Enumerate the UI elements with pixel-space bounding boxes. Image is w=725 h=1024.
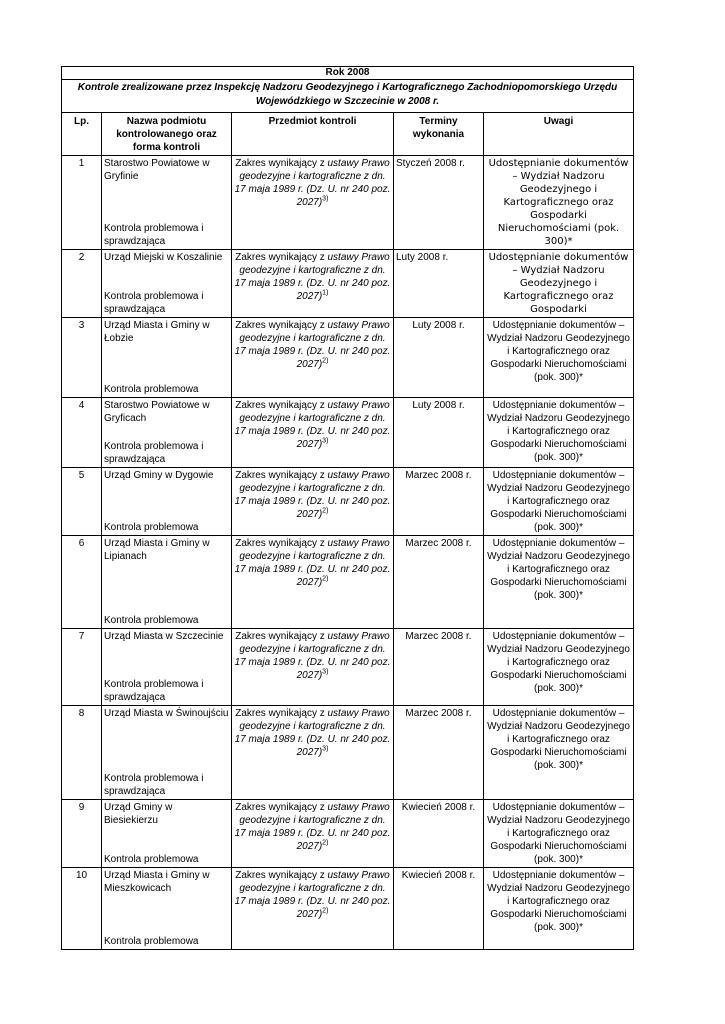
footnote-ref: 3): [322, 437, 329, 445]
control-type: Kontrola problemowa i sprawdzająca: [104, 679, 204, 703]
row-entity: [102, 800, 232, 868]
row-note: Udostępnianie dokumentów – Wydział Nadzoru Geodezyjnego i Kartograficznego oraz Gospodarki Nieruchomościami (pok. 300)*: [484, 629, 634, 706]
row-note: Udostępnianie dokumentów – Wydział Nadzoru Geodezyjnego i Kartograficznego oraz Gospodarki Nieruchomościami (pok. 300)*: [484, 706, 634, 800]
table-row: [62, 398, 634, 468]
footnote-ref: 2): [322, 507, 329, 515]
control-type: Kontrola problemowa i sprawdzająca: [104, 441, 204, 465]
subject-law: ustawy Prawo geodezyjne i kartograficzne z dn. 17 maja 1989 r. (Dz. U. nr 240 poz. 2027): [234, 158, 391, 208]
row-subject: [232, 706, 394, 800]
row-entity: [102, 629, 232, 706]
subject-prefix: Zakres wynikający z: [235, 252, 328, 263]
row-entity: [102, 868, 232, 950]
row-lp: 8: [62, 706, 102, 800]
table-row: [62, 706, 634, 800]
entity-name: Urząd Miasta i Gminy w Lipianach: [104, 538, 210, 562]
row-term: Kwiecień 2008 r.: [394, 868, 484, 950]
footnote-ref: 3): [322, 195, 329, 203]
footnote-ref: 2): [322, 839, 329, 847]
entity-name: Urząd Miasta i Gminy w Mieszkowicach: [104, 870, 210, 894]
row-entity: [102, 318, 232, 398]
table-row: [62, 318, 634, 398]
control-type: Kontrola problemowa i sprawdzająca: [104, 223, 204, 247]
row-term: Kwiecień 2008 r.: [394, 800, 484, 868]
year-heading: Rok 2008: [62, 67, 634, 80]
row-term: Luty 2008 r.: [394, 250, 484, 318]
row-note: Udostępnianie dokumentów – Wydział Nadzoru Geodezyjnego i Kartograficznego oraz Gospodarki: [484, 250, 634, 318]
row-note: Udostępnianie dokumentów – Wydział Nadzoru Geodezyjnego i Kartograficznego oraz Gospodarki Nieruchomościami (pok. 300)*: [484, 468, 634, 536]
control-type: Kontrola problemowa: [104, 384, 199, 395]
row-lp: 3: [62, 318, 102, 398]
table-row: [62, 629, 634, 706]
row-subject: [232, 318, 394, 398]
subject-prefix: Zakres wynikający z: [235, 470, 328, 481]
footnote-ref: 3): [322, 668, 329, 676]
subject-prefix: Zakres wynikający z: [235, 538, 328, 549]
col-terms: Terminy wykonania: [394, 113, 484, 156]
subject-law: ustawy Prawo geodezyjne i kartograficzne z dn. 17 maja 1989 r. (Dz. U. nr 240 poz. 2027): [234, 470, 391, 520]
row-entity: [102, 706, 232, 800]
footnote-ref: 2): [322, 907, 329, 915]
col-name: Nazwa podmiotu kontrolowanego oraz forma kontroli: [102, 113, 232, 156]
footnote-ref: 1): [322, 289, 329, 297]
row-subject: [232, 250, 394, 318]
row-note: Udostępnianie dokumentów – Wydział Nadzoru Geodezyjnego i Kartograficznego oraz Gospodarki Nieruchomościami (pok. 300)*: [484, 318, 634, 398]
row-subject: [232, 868, 394, 950]
row-term: Marzec 2008 r.: [394, 468, 484, 536]
entity-name: Urząd Miasta w Szczecinie: [104, 631, 224, 642]
subject-law: ustawy Prawo geodezyjne i kartograficzne z dn. 17 maja 1989 r. (Dz. U. nr 240 poz. 2027): [234, 320, 391, 370]
control-type: Kontrola problemowa i sprawdzająca: [104, 773, 204, 797]
row-note: Udostępnianie dokumentów – Wydział Nadzoru Geodezyjnego i Kartograficznego oraz Gospodarki Nieruchomościami (pok. 300)*: [484, 536, 634, 629]
row-note: Udostępnianie dokumentów – Wydział Nadzoru Geodezyjnego i Kartograficznego oraz Gospodarki Nieruchomościami (pok. 300)*: [484, 156, 634, 250]
control-type: Kontrola problemowa: [104, 936, 199, 947]
row-subject: [232, 398, 394, 468]
row-subject: [232, 468, 394, 536]
row-note: Udostępnianie dokumentów – Wydział Nadzoru Geodezyjnego i Kartograficznego oraz Gospodarki Nieruchomościami (pok. 300)*: [484, 800, 634, 868]
row-note: Udostępnianie dokumentów – Wydział Nadzoru Geodezyjnego i Kartograficznego oraz Gospodarki Nieruchomościami (pok. 300)*: [484, 398, 634, 468]
table-row: [62, 800, 634, 868]
table-row: [62, 156, 634, 250]
row-subject: [232, 156, 394, 250]
subject-law: ustawy Prawo geodezyjne i kartograficzne z dn. 17 maja 1989 r. (Dz. U. nr 240 poz. 2027): [234, 708, 391, 758]
subject-prefix: Zakres wynikający z: [235, 870, 328, 881]
subject-law: ustawy Prawo geodezyjne i kartograficzne z dn. 17 maja 1989 r. (Dz. U. nr 240 poz. 2027): [234, 538, 391, 588]
control-type: Kontrola problemowa: [104, 522, 199, 533]
footnote-ref: 3): [322, 745, 329, 753]
col-subject: Przedmiot kontroli: [232, 113, 394, 156]
row-lp: 1: [62, 156, 102, 250]
table-row: [62, 468, 634, 536]
table-body: [62, 156, 634, 950]
subject-law: ustawy Prawo geodezyjne i kartograficzne z dn. 17 maja 1989 r. (Dz. U. nr 240 poz. 2027): [234, 802, 391, 852]
row-lp: 4: [62, 398, 102, 468]
footnote-ref: 2): [322, 575, 329, 583]
subject-prefix: Zakres wynikający z: [235, 708, 328, 719]
row-lp: 2: [62, 250, 102, 318]
control-type: Kontrola problemowa i sprawdzająca: [104, 291, 204, 315]
row-term: Styczeń 2008 r.: [394, 156, 484, 250]
subject-prefix: Zakres wynikający z: [235, 631, 328, 642]
row-lp: 6: [62, 536, 102, 629]
controls-table: [61, 66, 634, 950]
document-page: [61, 66, 633, 950]
entity-name: Urząd Gminy w Biesiekierzu: [104, 802, 173, 826]
table-row: [62, 868, 634, 950]
entity-name: Starostwo Powiatowe w Gryficach: [104, 400, 210, 424]
column-headers: [62, 113, 634, 156]
subject-law: ustawy Prawo geodezyjne i kartograficzne z dn. 17 maja 1989 r. (Dz. U. nr 240 poz. 2027): [234, 870, 391, 920]
row-term: Marzec 2008 r.: [394, 706, 484, 800]
subject-law: ustawy Prawo geodezyjne i kartograficzne z dn. 17 maja 1989 r. (Dz. U. nr 240 poz. 2027): [234, 252, 391, 302]
row-entity: [102, 250, 232, 318]
table-row: [62, 536, 634, 629]
entity-name: Urząd Miejski w Koszalinie: [104, 252, 223, 263]
subject-prefix: Zakres wynikający z: [235, 158, 328, 169]
row-lp: 10: [62, 868, 102, 950]
row-subject: [232, 536, 394, 629]
col-lp: Lp.: [62, 113, 102, 156]
row-term: Marzec 2008 r.: [394, 629, 484, 706]
entity-name: Starostwo Powiatowe w Gryfinie: [104, 158, 210, 182]
subject-prefix: Zakres wynikający z: [235, 802, 328, 813]
row-lp: 7: [62, 629, 102, 706]
row-term: Marzec 2008 r.: [394, 536, 484, 629]
row-subject: [232, 629, 394, 706]
table-title: Kontrole zrealizowane przez Inspekcję Nadzoru Geodezyjnego i Kartograficznego Zachodniopomorskiego Urzędu Wojewódzkiego w Szczecinie w 2008 r.: [62, 80, 634, 113]
col-notes: Uwagi: [484, 113, 634, 156]
subject-prefix: Zakres wynikający z: [235, 400, 328, 411]
row-entity: [102, 156, 232, 250]
row-term: Luty 2008 r.: [394, 398, 484, 468]
footnote-ref: 2): [322, 357, 329, 365]
row-lp: 9: [62, 800, 102, 868]
row-subject: [232, 800, 394, 868]
control-type: Kontrola problemowa: [104, 854, 199, 865]
subject-law: ustawy Prawo geodezyjne i kartograficzne z dn. 17 maja 1989 r. (Dz. U. nr 240 poz. 2027): [234, 400, 391, 450]
subject-law: ustawy Prawo geodezyjne i kartograficzne z dn. 17 maja 1989 r. (Dz. U. nr 240 poz. 2027): [234, 631, 391, 681]
row-term: Luty 2008 r.: [394, 318, 484, 398]
entity-name: Urząd Gminy w Dygowie: [104, 470, 214, 481]
entity-name: Urząd Miasta w Świnoujściu: [104, 708, 229, 719]
row-lp: 5: [62, 468, 102, 536]
entity-name: Urząd Miasta i Gminy w Łobzie: [104, 320, 210, 344]
row-entity: [102, 398, 232, 468]
control-type: Kontrola problemowa: [104, 615, 199, 626]
row-entity: [102, 536, 232, 629]
row-note: Udostępnianie dokumentów – Wydział Nadzoru Geodezyjnego i Kartograficznego oraz Gospodarki Nieruchomościami (pok. 300)*: [484, 868, 634, 950]
row-entity: [102, 468, 232, 536]
table-row: [62, 250, 634, 318]
subject-prefix: Zakres wynikający z: [235, 320, 328, 331]
